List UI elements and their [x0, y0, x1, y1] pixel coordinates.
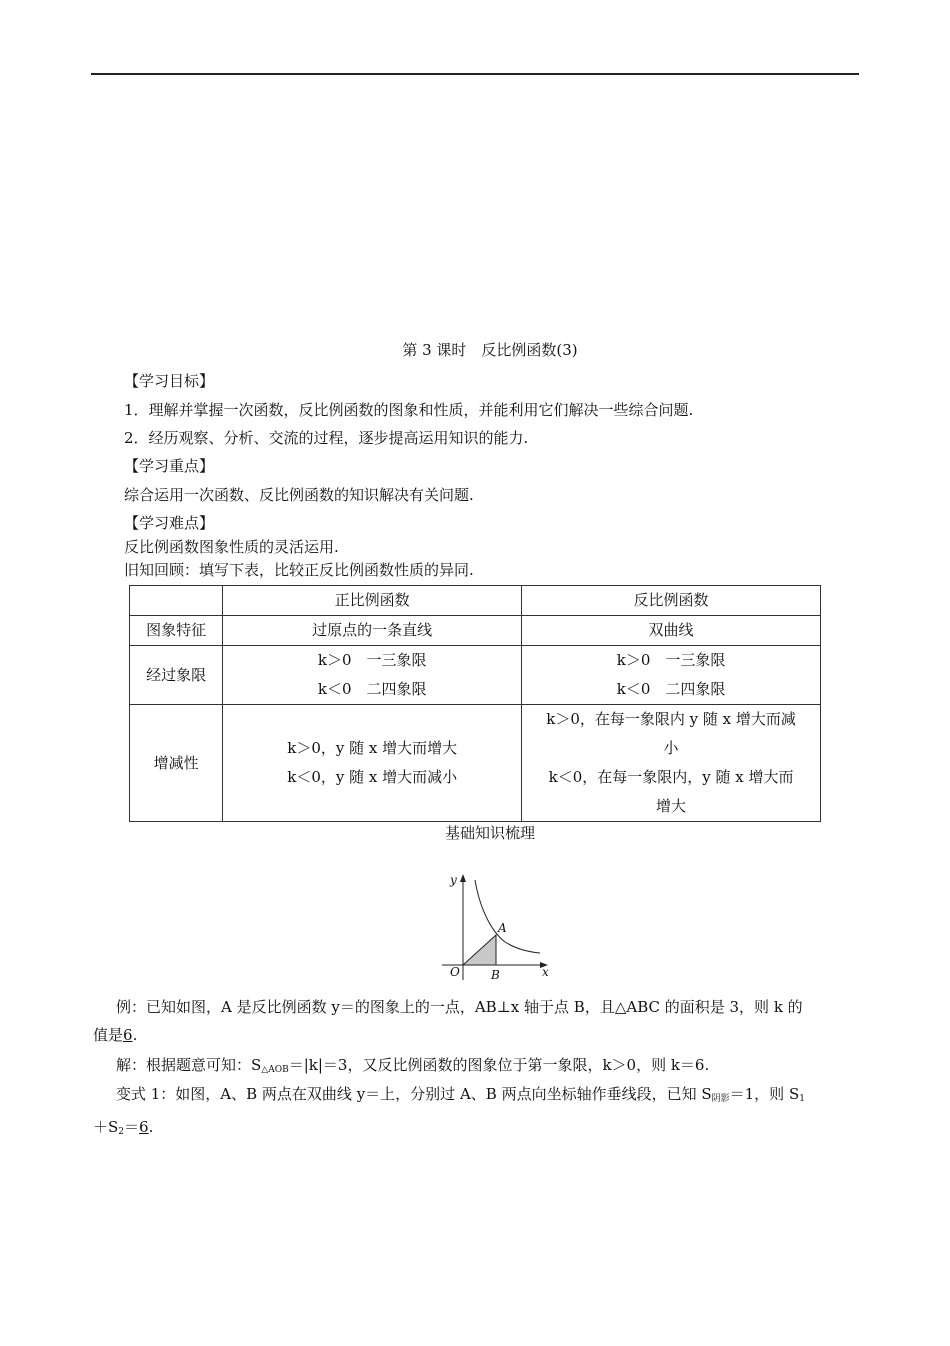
inverse-cell — [522, 646, 821, 705]
cell-line: k＞0 一三象限 — [317, 651, 427, 669]
variant-answer: 6 — [139, 1118, 149, 1136]
variant-line2-prefix: ＋S — [93, 1118, 119, 1136]
cell-line: k＞0，在每一象限内 y 随 x 增大而减 — [546, 710, 796, 728]
top-rule — [91, 73, 859, 75]
section-caption: 基础知识梳理 — [444, 824, 535, 842]
example-answer-suffix: . — [132, 1026, 138, 1044]
table-header-cell: 反比例函数 — [522, 586, 821, 616]
example-answer: 6 — [123, 1026, 133, 1044]
cell-line: k＜0 二四象限 — [616, 680, 726, 698]
variant-equals: ＝ — [124, 1118, 140, 1136]
cell-line: k＜0，在每一象限内，y 随 x 增大而 — [548, 768, 794, 786]
table-row — [130, 705, 821, 822]
table-header-row — [130, 586, 821, 616]
point-a-label: A — [498, 921, 507, 935]
cell-line: k＜0，y 随 x 增大而减小 — [287, 768, 458, 786]
table-row — [130, 646, 821, 705]
variant-line-1 — [93, 1080, 863, 1113]
y-axis-label: y — [450, 873, 457, 887]
row-label: 经过象限 — [130, 646, 223, 705]
example-answer-prefix: 值是 — [93, 1026, 124, 1044]
cell-line: 过原点的一条直线 — [312, 621, 433, 639]
goal-2: 2．经历观察、分析、交流的过程，逐步提高运用知识的能力. — [124, 429, 529, 447]
x-axis-label: x — [542, 965, 549, 979]
variant-shadow-sub: 阴影 — [711, 1094, 730, 1104]
shaded-triangle — [463, 935, 496, 965]
variant-prefix: 变式 1：如图，A、B 两点在双曲线 y＝上，分别过 A、B 两点向坐标轴作垂线段，已知 S — [116, 1085, 712, 1103]
variant-s1-sub: 1 — [799, 1094, 805, 1104]
row-label: 增减性 — [130, 705, 223, 822]
page-title: 第 3 课时 反比例函数(3) — [402, 341, 578, 359]
comparison-table — [129, 585, 821, 822]
example-line-2 — [93, 1021, 863, 1049]
cell-line: k＞0，y 随 x 增大而增大 — [287, 739, 458, 757]
table-header-cell: 正比例函数 — [223, 586, 522, 616]
table-row — [130, 616, 821, 646]
point-b-label: B — [491, 968, 500, 982]
focus-text: 综合运用一次函数、反比例函数的知识解决有关问题. — [124, 486, 474, 504]
difficulty-heading: 【学习难点】 — [124, 514, 215, 532]
row-label: 图象特征 — [130, 616, 223, 646]
table-header-cell — [130, 586, 223, 616]
direct-cell — [223, 705, 522, 822]
difficulty-text: 反比例函数图象性质的灵活运用. — [124, 538, 339, 556]
cell-line: 增大 — [656, 797, 687, 815]
cell-line: k＜0 二四象限 — [317, 680, 427, 698]
cell-line: 小 — [663, 739, 679, 757]
direct-cell — [223, 616, 522, 646]
variant-mid: ＝1，则 S — [729, 1085, 800, 1103]
variant-line-2 — [93, 1113, 863, 1146]
hyperbola-curve — [475, 880, 540, 953]
example-paragraph — [93, 993, 863, 1049]
hyperbola-figure — [430, 870, 555, 985]
direct-cell — [223, 646, 522, 705]
inverse-cell — [522, 705, 821, 822]
goal-1: 1．理解并掌握一次函数，反比例函数的图象和性质，并能利用它们解决一些综合问题. — [124, 401, 694, 419]
variant-s2-sub: 2 — [118, 1127, 125, 1137]
origin-label: O — [450, 965, 460, 979]
solution-suffix: ＝|k|＝3，又反比例函数的图象位于第一象限，k＞0，则 k＝6. — [288, 1056, 710, 1074]
goals-heading: 【学习目标】 — [124, 372, 215, 390]
solution-prefix: 解：根据题意可知：S — [116, 1056, 262, 1074]
variant-paragraph — [93, 1080, 863, 1146]
cell-line: k＞0 一三象限 — [616, 651, 726, 669]
focus-heading: 【学习重点】 — [124, 457, 215, 475]
cell-line: 双曲线 — [648, 621, 694, 639]
review-text: 旧知回顾：填写下表，比较正反比例函数性质的异同. — [124, 561, 474, 579]
solution-sub: △AOB — [261, 1065, 289, 1075]
inverse-cell — [522, 616, 821, 646]
variant-suffix: . — [148, 1118, 154, 1136]
example-line-1: 例：已知如图，A 是反比例函数 y＝的图象上的一点，AB⊥x 轴于点 B，且△ABC 的面积是 3，则 k 的 — [116, 998, 803, 1016]
y-axis-arrow — [460, 874, 466, 882]
